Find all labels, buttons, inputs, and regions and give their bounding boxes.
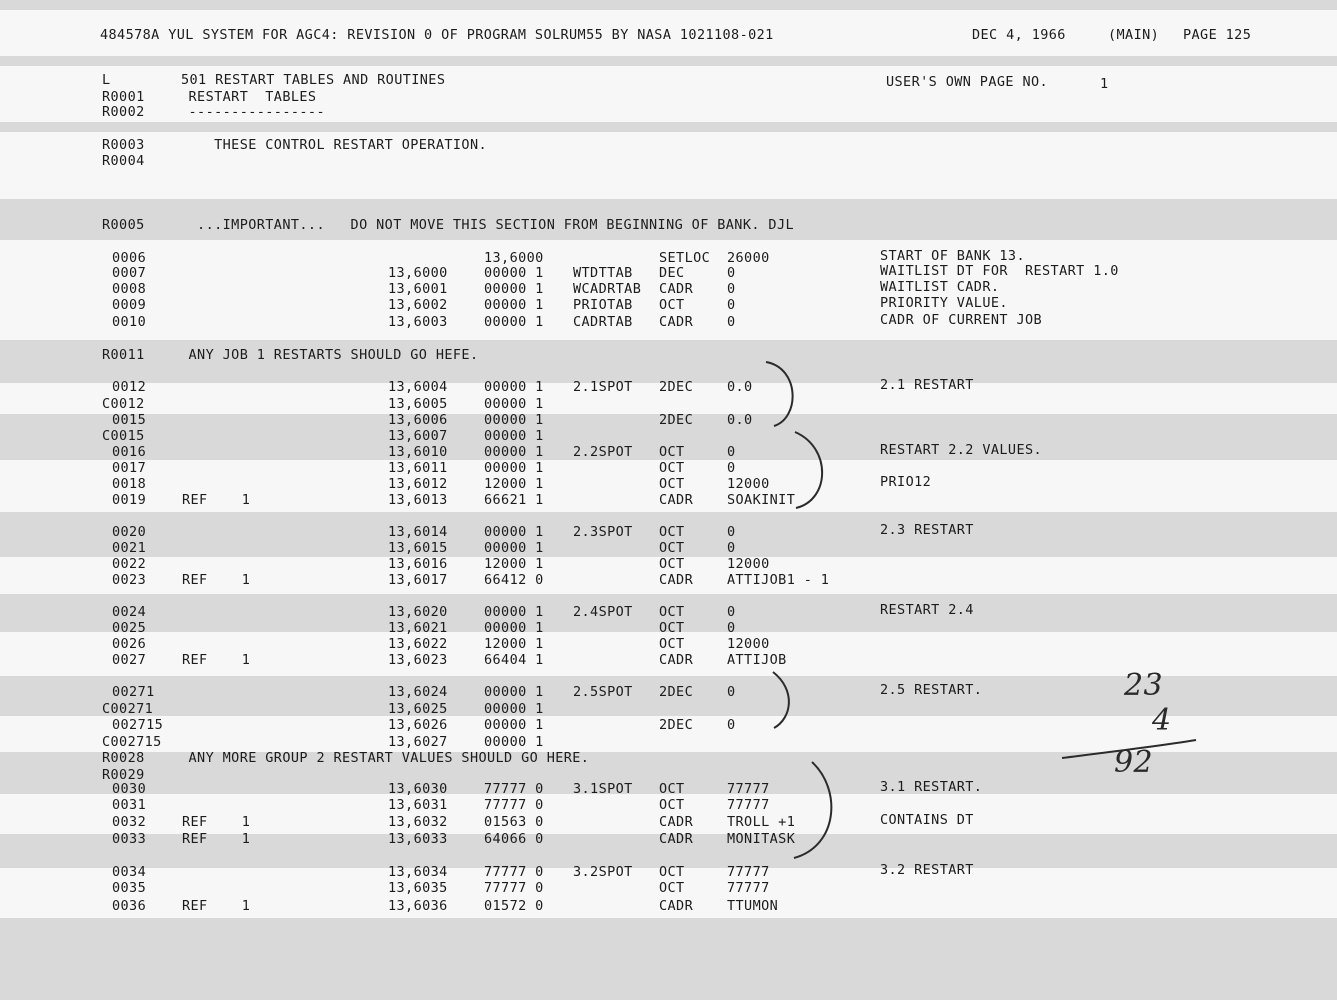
line-sequence-number: 0033: [112, 831, 147, 847]
line-sequence-number: 0012: [112, 379, 147, 395]
line-sequence-number: 0007: [112, 265, 147, 281]
line-opcode: SETLOC: [659, 250, 711, 266]
line-sequence-number: 0019: [112, 492, 147, 508]
line-address: 13,6017: [388, 572, 448, 588]
line-operand: ATTIJOB: [727, 652, 787, 668]
line-ref: REF 1: [182, 898, 251, 914]
line-word: 01572 0: [484, 898, 544, 914]
line-opcode: CADR: [659, 652, 694, 668]
line-address: 13,6027: [388, 734, 448, 750]
line-opcode: OCT: [659, 797, 685, 813]
line-operand: ATTIJOB1 - 1: [727, 572, 830, 588]
line-operand: 0: [727, 281, 736, 297]
bracket-mark: [773, 672, 789, 728]
users-page-number: 1: [1100, 76, 1109, 92]
line-remark: ----------------: [180, 104, 325, 120]
line-operand: 0.0: [727, 412, 753, 428]
line-sequence-number: 0034: [112, 864, 147, 880]
line-opcode: OCT: [659, 604, 685, 620]
line-address: 13,6003: [388, 314, 448, 330]
line-sequence-number: C00271: [102, 701, 154, 717]
line-sequence-number: 0026: [112, 636, 147, 652]
line-comment: CONTAINS DT: [880, 812, 974, 828]
line-comment: WAITLIST CADR.: [880, 279, 1000, 295]
line-sequence-number: R0001: [102, 89, 145, 105]
line-sequence-number: C002715: [102, 734, 162, 750]
line-word: 00000 1: [484, 604, 544, 620]
line-sequence-number: C0015: [102, 428, 145, 444]
line-operand: TTUMON: [727, 898, 779, 914]
line-comment: 3.1 RESTART.: [880, 779, 983, 795]
line-word: 00000 1: [484, 281, 544, 297]
line-opcode: OCT: [659, 540, 685, 556]
line-address: 13,6004: [388, 379, 448, 395]
line-sequence-number: 0035: [112, 880, 147, 896]
line-opcode: OCT: [659, 864, 685, 880]
line-remark: ANY MORE GROUP 2 RESTART VALUES SHOULD GO HERE.: [180, 750, 590, 766]
line-word: 66621 1: [484, 492, 544, 508]
line-operand: 77777: [727, 797, 770, 813]
line-operand: SOAKINIT: [727, 492, 796, 508]
line-operand: TROLL +1: [727, 814, 796, 830]
line-operand: 0: [727, 444, 736, 460]
line-opcode: DEC: [659, 265, 685, 281]
bracket-mark: [795, 432, 822, 508]
line-opcode: CADR: [659, 314, 694, 330]
line-sequence-number: R0011: [102, 347, 145, 363]
line-operand: 12000: [727, 556, 770, 572]
line-word: 00000 1: [484, 460, 544, 476]
line-operand: 26000: [727, 250, 770, 266]
line-word: 00000 1: [484, 396, 544, 412]
line-word: 77777 0: [484, 864, 544, 880]
line-opcode: OCT: [659, 556, 685, 572]
line-address: 13,6000: [388, 265, 448, 281]
line-operand: 12000: [727, 476, 770, 492]
line-opcode: OCT: [659, 636, 685, 652]
line-word: 77777 0: [484, 781, 544, 797]
line-address: 13,6002: [388, 297, 448, 313]
line-word: 00000 1: [484, 684, 544, 700]
line-word: 13,6000: [484, 250, 544, 266]
line-comment: PRIO12: [880, 474, 932, 490]
line-opcode: 2DEC: [659, 684, 694, 700]
line-comment: 3.2 RESTART: [880, 862, 974, 878]
line-address: 13,6032: [388, 814, 448, 830]
line-label: 3.1SPOT: [573, 781, 633, 797]
line-opcode: 2DEC: [659, 717, 694, 733]
line-operand: 12000: [727, 636, 770, 652]
bracket-mark: [766, 362, 793, 426]
line-opcode: OCT: [659, 297, 685, 313]
line-label: WTDTTAB: [573, 265, 633, 281]
line-word: 00000 1: [484, 717, 544, 733]
line-sequence-number: 0009: [112, 297, 147, 313]
line-word: 00000 1: [484, 524, 544, 540]
line-address: 13,6024: [388, 684, 448, 700]
log-title: 501 RESTART TABLES AND ROUTINES: [181, 72, 446, 88]
line-address: 13,6011: [388, 460, 448, 476]
line-ref: REF 1: [182, 831, 251, 847]
line-sequence-number: 0027: [112, 652, 147, 668]
line-opcode: CADR: [659, 572, 694, 588]
line-operand: 0: [727, 314, 736, 330]
line-label: 2.5SPOT: [573, 684, 633, 700]
line-remark: ...IMPORTANT... DO NOT MOVE THIS SECTION FROM BEGINNING OF BANK. DJL: [180, 217, 794, 233]
line-comment: 2.5 RESTART.: [880, 682, 983, 698]
line-operand: 77777: [727, 864, 770, 880]
line-word: 12000 1: [484, 636, 544, 652]
line-sequence-number: R0003: [102, 137, 145, 153]
line-opcode: OCT: [659, 880, 685, 896]
line-address: 13,6025: [388, 701, 448, 717]
line-opcode: OCT: [659, 476, 685, 492]
line-comment: WAITLIST DT FOR RESTART 1.0: [880, 263, 1119, 279]
line-comment: PRIORITY VALUE.: [880, 295, 1008, 311]
line-sequence-number: 0023: [112, 572, 147, 588]
line-operand: 0: [727, 540, 736, 556]
line-sequence-number: C0012: [102, 396, 145, 412]
line-opcode: 2DEC: [659, 412, 694, 428]
line-sequence-number: 0006: [112, 250, 147, 266]
line-label: PRIOTAB: [573, 297, 633, 313]
line-address: 13,6026: [388, 717, 448, 733]
line-address: 13,6001: [388, 281, 448, 297]
line-operand: 0: [727, 460, 736, 476]
line-sequence-number: 00271: [112, 684, 155, 700]
line-address: 13,6034: [388, 864, 448, 880]
line-comment: RESTART 2.4: [880, 602, 974, 618]
line-opcode: OCT: [659, 781, 685, 797]
line-address: 13,6012: [388, 476, 448, 492]
line-operand: 0: [727, 524, 736, 540]
line-address: 13,6035: [388, 880, 448, 896]
line-opcode: CADR: [659, 492, 694, 508]
line-opcode: 2DEC: [659, 379, 694, 395]
line-word: 00000 1: [484, 444, 544, 460]
line-comment: RESTART 2.2 VALUES.: [880, 442, 1043, 458]
line-word: 66404 1: [484, 652, 544, 668]
line-address: 13,6010: [388, 444, 448, 460]
line-address: 13,6007: [388, 428, 448, 444]
line-word: 01563 0: [484, 814, 544, 830]
line-label: 2.3SPOT: [573, 524, 633, 540]
line-address: 13,6030: [388, 781, 448, 797]
line-opcode: CADR: [659, 281, 694, 297]
line-address: 13,6006: [388, 412, 448, 428]
line-sequence-number: 0022: [112, 556, 147, 572]
line-sequence-number: 0016: [112, 444, 147, 460]
line-label: CADRTAB: [573, 314, 633, 330]
line-word: 64066 0: [484, 831, 544, 847]
line-address: 13,6016: [388, 556, 448, 572]
line-operand: 0.0: [727, 379, 753, 395]
line-operand: 0: [727, 604, 736, 620]
line-sequence-number: 0024: [112, 604, 147, 620]
line-sequence-number: R0028: [102, 750, 145, 766]
line-operand: 0: [727, 297, 736, 313]
line-label: WCADRTAB: [573, 281, 642, 297]
line-sequence-number: R0029: [102, 767, 145, 783]
line-word: 77777 0: [484, 797, 544, 813]
line-label: 2.4SPOT: [573, 604, 633, 620]
line-sequence-number: 0020: [112, 524, 147, 540]
line-sequence-number: 0010: [112, 314, 147, 330]
line-sequence-number: R0002: [102, 104, 145, 120]
line-address: 13,6023: [388, 652, 448, 668]
line-ref: REF 1: [182, 572, 251, 588]
line-address: 13,6013: [388, 492, 448, 508]
line-label: 3.2SPOT: [573, 864, 633, 880]
line-word: 00000 1: [484, 540, 544, 556]
line-word: 00000 1: [484, 701, 544, 717]
line-remark: THESE CONTROL RESTART OPERATION.: [180, 137, 487, 153]
line-sequence-number: 0036: [112, 898, 147, 914]
line-opcode: OCT: [659, 524, 685, 540]
header-date: DEC 4, 1966: [972, 27, 1066, 43]
line-word: 12000 1: [484, 556, 544, 572]
line-sequence-number: 0015: [112, 412, 147, 428]
header-section: (MAIN): [1108, 27, 1160, 43]
line-ref: REF 1: [182, 814, 251, 830]
line-sequence-number: R0004: [102, 153, 145, 169]
line-opcode: OCT: [659, 620, 685, 636]
line-comment: CADR OF CURRENT JOB: [880, 312, 1043, 328]
line-address: 13,6015: [388, 540, 448, 556]
line-operand: 0: [727, 265, 736, 281]
line-word: 00000 1: [484, 428, 544, 444]
line-opcode: CADR: [659, 814, 694, 830]
line-word: 12000 1: [484, 476, 544, 492]
line-comment: 2.1 RESTART: [880, 377, 974, 393]
line-sequence-number: 0018: [112, 476, 147, 492]
line-comment: START OF BANK 13.: [880, 248, 1025, 264]
line-remark: RESTART TABLES: [180, 89, 317, 105]
line-operand: 77777: [727, 880, 770, 896]
line-operand: 0: [727, 684, 736, 700]
header-page: PAGE 125: [1183, 27, 1252, 43]
line-operand: 0: [727, 620, 736, 636]
line-address: 13,6031: [388, 797, 448, 813]
line-opcode: CADR: [659, 898, 694, 914]
line-sequence-number: 0032: [112, 814, 147, 830]
line-address: 13,6022: [388, 636, 448, 652]
header-title: 484578A YUL SYSTEM FOR AGC4: REVISION 0 OF PROGRAM SOLRUM55 BY NASA 1021108-021: [100, 27, 774, 43]
line-address: 13,6036: [388, 898, 448, 914]
line-sequence-number: 002715: [112, 717, 164, 733]
line-word: 00000 1: [484, 734, 544, 750]
line-address: 13,6014: [388, 524, 448, 540]
line-comment: 2.3 RESTART: [880, 522, 974, 538]
line-sequence-number: 0017: [112, 460, 147, 476]
line-opcode: OCT: [659, 444, 685, 460]
line-word: 00000 1: [484, 265, 544, 281]
log-marker: L: [102, 72, 111, 88]
line-sequence-number: 0031: [112, 797, 147, 813]
bracket-mark: [794, 762, 831, 858]
line-word: 00000 1: [484, 314, 544, 330]
handwritten-number-bottom: 92: [1114, 745, 1153, 780]
line-sequence-number: 0008: [112, 281, 147, 297]
line-operand: 0: [727, 717, 736, 733]
line-address: 13,6033: [388, 831, 448, 847]
line-remark: ANY JOB 1 RESTARTS SHOULD GO HEFE.: [180, 347, 479, 363]
line-word: 66412 0: [484, 572, 544, 588]
handwritten-number-top: 23: [1124, 668, 1163, 703]
users-page-label: USER'S OWN PAGE NO.: [886, 74, 1049, 90]
line-ref: REF 1: [182, 492, 251, 508]
line-operand: MONITASK: [727, 831, 796, 847]
line-label: 2.1SPOT: [573, 379, 633, 395]
line-sequence-number: 0030: [112, 781, 147, 797]
line-word: 00000 1: [484, 379, 544, 395]
line-address: 13,6005: [388, 396, 448, 412]
handwritten-number-middle: 4: [1152, 703, 1172, 738]
line-sequence-number: 0021: [112, 540, 147, 556]
line-label: 2.2SPOT: [573, 444, 633, 460]
line-operand: 77777: [727, 781, 770, 797]
line-sequence-number: 0025: [112, 620, 147, 636]
line-address: 13,6021: [388, 620, 448, 636]
line-opcode: OCT: [659, 460, 685, 476]
line-opcode: CADR: [659, 831, 694, 847]
line-word: 00000 1: [484, 620, 544, 636]
line-word: 00000 1: [484, 297, 544, 313]
line-address: 13,6020: [388, 604, 448, 620]
line-word: 00000 1: [484, 412, 544, 428]
line-word: 77777 0: [484, 880, 544, 896]
line-sequence-number: R0005: [102, 217, 145, 233]
line-ref: REF 1: [182, 652, 251, 668]
